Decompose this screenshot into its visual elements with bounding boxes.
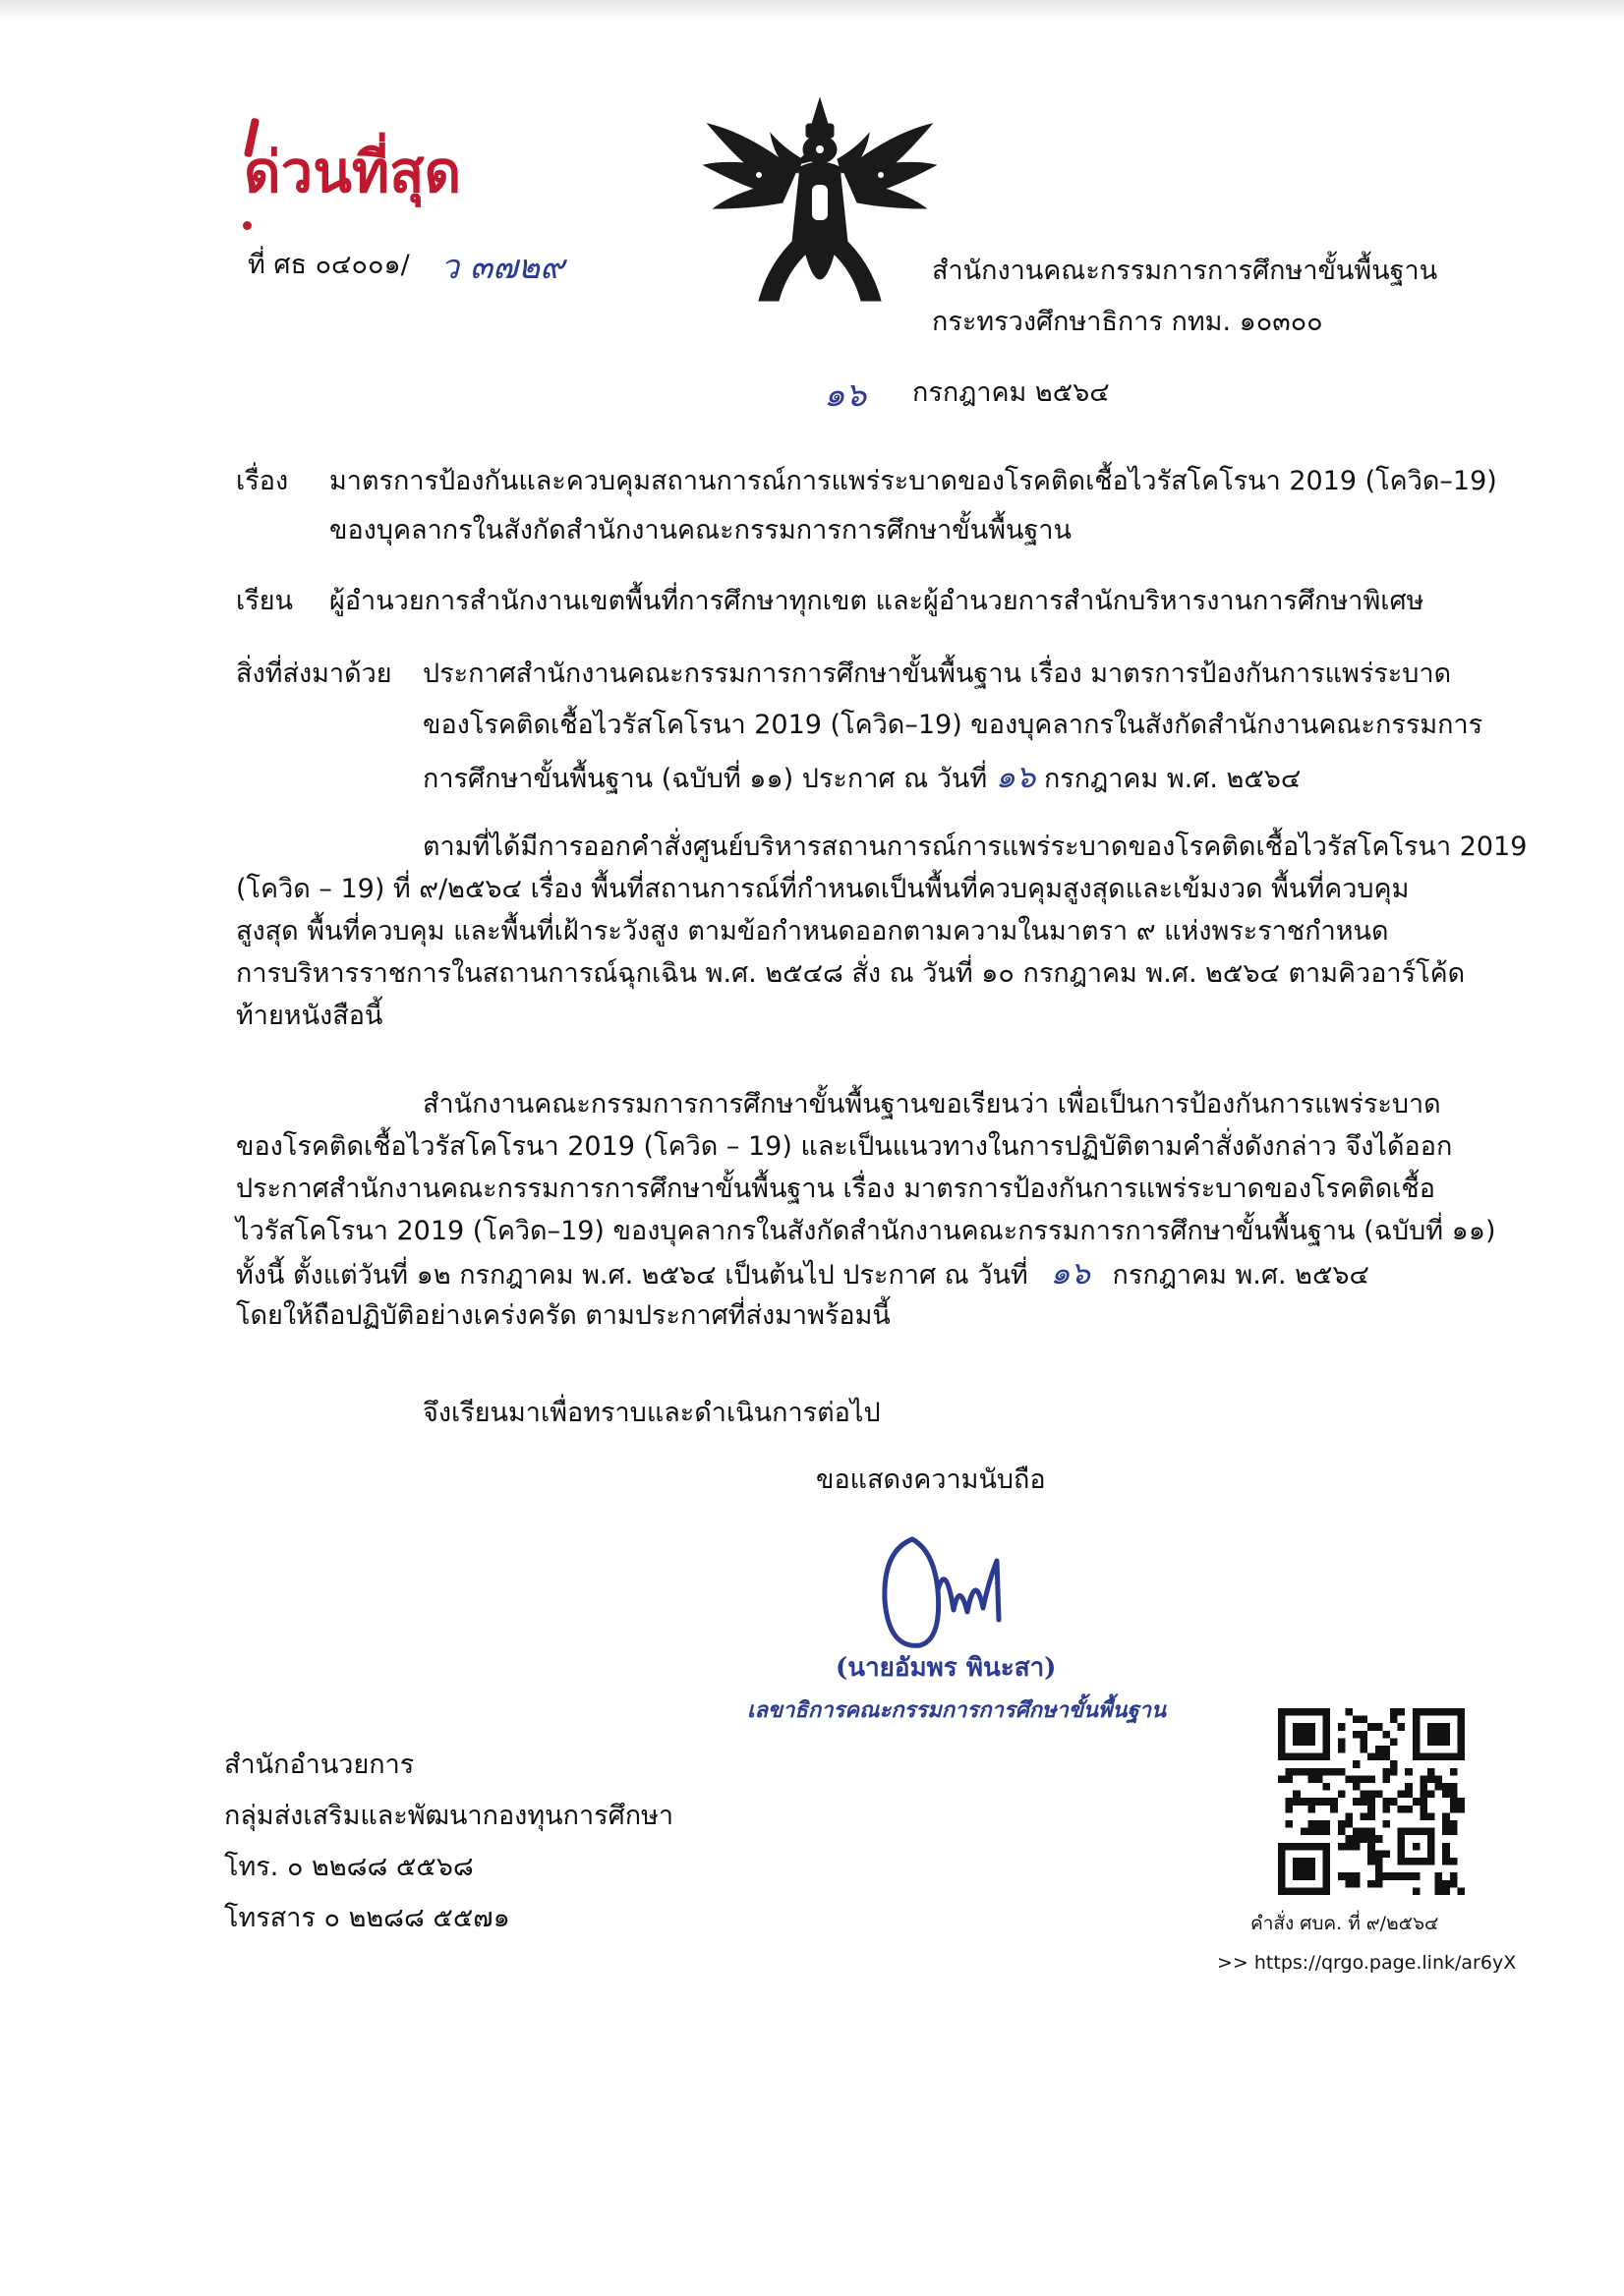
qr-module (1413, 1887, 1421, 1895)
addressee-label: เรียน (236, 586, 294, 616)
qr-module (1398, 1806, 1406, 1813)
qr-module (1405, 1791, 1413, 1799)
qr-module (1442, 1783, 1450, 1791)
enclosure-line-3-text: การศึกษาขั้นพื้นฐาน (ฉบับที่ ๑๑) ประกาศ ณ วันที่ (423, 764, 988, 794)
qr-module (1375, 1872, 1383, 1880)
qr-module (1420, 1783, 1427, 1791)
paragraph-line: สูงสุด พื้นที่ควบคุม และพื้นที่เฝ้าระวังสูง ตามข้อกำหนดออกตามความในมาตรา ๙ แห่งพระราชกำหนด (236, 916, 1389, 947)
qr-module (1367, 1858, 1375, 1866)
qr-module (1450, 1828, 1458, 1836)
qr-module (1457, 1798, 1465, 1806)
qr-module (1420, 1791, 1427, 1799)
qr-module (1375, 1866, 1383, 1873)
qr-module (1382, 1850, 1390, 1858)
qr-module (1367, 1835, 1375, 1843)
qr-module (1420, 1775, 1427, 1783)
qr-module (1361, 1828, 1368, 1836)
qr-module (1338, 1723, 1346, 1731)
qr-module (1286, 1806, 1294, 1813)
reference-number-handwritten: ว ๓๗๒๙ (440, 248, 565, 287)
qr-module (1450, 1872, 1458, 1880)
qr-module (1442, 1880, 1450, 1888)
qr-module (1390, 1798, 1398, 1806)
qr-module (1330, 1768, 1338, 1776)
qr-module (1338, 1843, 1346, 1851)
urgency-stamp: ด่วนที่สุด (244, 139, 462, 205)
qr-module (1353, 1798, 1361, 1806)
qr-module (1361, 1835, 1368, 1843)
qr-module (1301, 1768, 1308, 1776)
qr-module (1286, 1768, 1294, 1776)
qr-module (1457, 1887, 1465, 1895)
qr-module (1457, 1806, 1465, 1813)
qr-module (1450, 1798, 1458, 1806)
qr-module (1367, 1806, 1375, 1813)
qr-module (1338, 1872, 1346, 1880)
qr-module (1375, 1723, 1383, 1731)
scan-top-edge (0, 0, 1624, 22)
qr-module (1286, 1775, 1294, 1783)
qr-module (1405, 1768, 1413, 1776)
qr-module (1398, 1723, 1406, 1731)
paragraph-line: ตามที่ได้มีการออกคำสั่งศูนย์บริหารสถานการณ์การแพร่ระบาดของโรคติดเชื้อไวรัสโคโรนา 2019 (423, 832, 1528, 862)
paragraph-line: ประกาศสำนักงานคณะกรรมการการศึกษาขั้นพื้นฐาน เรื่อง มาตรการป้องกันการแพร่ระบาดของโรคติดเชื้อ (236, 1174, 1435, 1204)
qr-module (1442, 1887, 1450, 1895)
enclosure-line-2: ของโรคติดเชื้อไวรัสโคโรนา 2019 (โควิด–19) ของบุคลากรในสังกัดสำนักงานคณะกรรมการ (423, 710, 1483, 740)
qr-module (1353, 1731, 1361, 1739)
qr-module (1361, 1746, 1368, 1753)
qr-module (1405, 1872, 1413, 1880)
paragraph-line: ท้ายหนังสือนี้ (236, 1001, 383, 1031)
qr-module (1375, 1746, 1383, 1753)
qr-module (1338, 1791, 1346, 1799)
qr-module (1361, 1731, 1368, 1739)
qr-module (1323, 1783, 1331, 1791)
qr-module (1450, 1791, 1458, 1799)
qr-module (1345, 1775, 1353, 1783)
qr-module (1338, 1828, 1346, 1836)
contact-phone: โทร. ๐ ๒๒๘๘ ๕๕๖๘ (224, 1852, 474, 1882)
qr-module (1361, 1738, 1368, 1746)
qr-module (1293, 1768, 1301, 1776)
qr-module (1338, 1746, 1346, 1753)
qr-module (1315, 1768, 1323, 1776)
qr-module (1375, 1850, 1383, 1858)
signatory-title: เลขาธิการคณะกรรมการการศึกษาขั้นพื้นฐาน (747, 1697, 1166, 1723)
date-month-year: กรกฎาคม ๒๕๖๔ (912, 377, 1110, 408)
qr-module (1413, 1872, 1421, 1880)
qr-module (1367, 1798, 1375, 1806)
qr-module (1450, 1806, 1458, 1813)
qr-module (1382, 1753, 1390, 1761)
contact-group: กลุ่มส่งเสริมและพัฒนากองทุนการศึกษา (224, 1801, 674, 1831)
qr-module (1345, 1880, 1353, 1888)
paragraph-line: โดยให้ถือปฏิบัติอย่างเคร่งครัด ตามประกาศที่ส่งมาพร้อมนี้ (236, 1300, 891, 1331)
garuda-emblem-icon (700, 94, 940, 316)
qr-module (1345, 1843, 1353, 1851)
qr-module (1361, 1791, 1368, 1799)
qr-module (1353, 1775, 1361, 1783)
qr-module (1323, 1798, 1331, 1806)
qr-module (1301, 1798, 1308, 1806)
paragraph-line: (โควิด – 19) ที่ ๙/๒๕๖๔ เรื่อง พื้นที่สถานการณ์ที่กำหนดเป็นพื้นที่ควบคุมสูงสุดและเข้มงวด พื้นที่ควบคุม (236, 874, 1410, 904)
qr-module (1427, 1775, 1435, 1783)
qr-module (1367, 1880, 1375, 1888)
qr-module (1353, 1716, 1361, 1724)
qr-module (1450, 1768, 1458, 1776)
qr-module (1427, 1812, 1435, 1820)
qr-module (1345, 1872, 1353, 1880)
subject-label: เรื่อง (236, 466, 289, 496)
qr-module (1382, 1872, 1390, 1880)
paragraph-line: ไวรัสโคโรนา 2019 (โควิด–19) ของบุคลากรในสังกัดสำนักงานคณะกรรมการการศึกษาขั้นพื้นฐาน (ฉบับที่ ๑๑) (236, 1216, 1496, 1246)
qr-module (1345, 1708, 1353, 1716)
paragraph-line-text: ทั้งนี้ ตั้งแต่วันที่ ๑๒ กรกฎาคม พ.ศ. ๒๕๖๔ เป็นต้นไป ประกาศ ณ วันที่ (236, 1260, 1028, 1291)
qr-module (1353, 1760, 1361, 1768)
qr-module (1330, 1798, 1338, 1806)
qr-module (1450, 1858, 1458, 1866)
qr-module (1375, 1835, 1383, 1843)
qr-module (1338, 1820, 1346, 1828)
qr-module (1405, 1806, 1413, 1813)
stamp-dot (243, 221, 252, 230)
paragraph-line-dated (236, 1252, 1475, 1294)
qr-module (1375, 1791, 1383, 1799)
qr-module (1450, 1880, 1458, 1888)
enclosure-label: สิ่งที่ส่งมาด้วย (236, 659, 392, 689)
qr-module (1427, 1791, 1435, 1799)
qr-module (1367, 1850, 1375, 1858)
qr-module (1361, 1812, 1368, 1820)
qr-module (1390, 1760, 1398, 1768)
qr-module (1398, 1872, 1406, 1880)
qr-module (1435, 1775, 1443, 1783)
qr-code[interactable] (1278, 1708, 1465, 1895)
qr-module (1390, 1716, 1398, 1724)
qr-module (1353, 1843, 1361, 1851)
date-day-handwritten: ๑๖ (824, 375, 867, 415)
qr-module (1435, 1880, 1443, 1888)
paragraph-2 (236, 1083, 1496, 1337)
qr-module (1367, 1828, 1375, 1836)
qr-module (1278, 1775, 1286, 1783)
qr-module (1367, 1843, 1375, 1851)
qr-module (1390, 1872, 1398, 1880)
qr-module (1450, 1820, 1458, 1828)
qr-module (1442, 1820, 1450, 1828)
qr-module (1323, 1820, 1331, 1828)
qr-module (1442, 1858, 1450, 1866)
qr-module (1442, 1791, 1450, 1799)
qr-module (1330, 1806, 1338, 1813)
qr-module (1420, 1806, 1427, 1813)
qr-link[interactable]: >> https://qrgo.page.link/ar6yX (1217, 1952, 1517, 1974)
qr-module (1367, 1791, 1375, 1799)
qr-module (1315, 1775, 1323, 1783)
qr-module (1301, 1828, 1308, 1836)
enclosure-line-3 (423, 759, 1301, 797)
qr-module (1323, 1768, 1331, 1776)
qr-module (1413, 1798, 1421, 1806)
qr-module (1398, 1708, 1406, 1716)
qr-module (1382, 1731, 1390, 1739)
qr-module (1367, 1753, 1375, 1761)
paragraph-line-date: กรกฎาคม พ.ศ. ๒๕๖๔ (1112, 1260, 1369, 1291)
reference-number-printed: ที่ ศธ ๐๔๐๐๑/ (248, 250, 410, 280)
qr-module (1353, 1872, 1361, 1880)
closing-request: จึงเรียนมาเพื่อทราบและดำเนินการต่อไป (423, 1398, 881, 1428)
qr-module (1367, 1812, 1375, 1820)
subject-line-1: มาตรการป้องกันและควบคุมสถานการณ์การแพร่ระบาดของโรคติดเชื้อไวรัสโคโรนา 2019 (โควิด–19) (329, 466, 1497, 496)
paragraph-line: สำนักงานคณะกรรมการการศึกษาขั้นพื้นฐานขอเรียนว่า เพื่อเป็นการป้องกันการแพร่ระบาด (423, 1089, 1441, 1119)
qr-module (1390, 1738, 1398, 1746)
qr-module (1293, 1791, 1301, 1799)
qr-module (1375, 1753, 1383, 1761)
signatory-name: (นายอัมพร พินะสา) (836, 1653, 1057, 1683)
qr-module (1382, 1746, 1390, 1753)
qr-module (1353, 1835, 1361, 1843)
office-address: กระทรวงศึกษาธิการ กทม. ๑๐๓๐๐ (932, 307, 1323, 337)
qr-module (1390, 1768, 1398, 1776)
enclosure-line-3-date: กรกฎาคม พ.ศ. ๒๕๖๔ (1043, 764, 1302, 794)
qr-module (1353, 1828, 1361, 1836)
qr-module (1382, 1820, 1390, 1828)
qr-module (1345, 1820, 1353, 1828)
qr-module (1420, 1798, 1427, 1806)
office-name: สำนักงานคณะกรรมการการศึกษาขั้นพื้นฐาน (932, 256, 1438, 286)
qr-module (1367, 1775, 1375, 1783)
qr-module (1345, 1835, 1353, 1843)
enclosure-line-1: ประกาศสำนักงานคณะกรรมการการศึกษาขั้นพื้นฐาน เรื่อง มาตรการป้องกันการแพร่ระบาด (423, 659, 1452, 689)
qr-module (1435, 1783, 1443, 1791)
qr-module (1307, 1798, 1315, 1806)
qr-module (1367, 1723, 1375, 1731)
enclosure-day-handwritten: ๑๖ (995, 758, 1036, 795)
paragraph-line: การบริหารราชการในสถานการณ์ฉุกเฉิน พ.ศ. ๒๕๔๘ สั่ง ณ วันที่ ๑๐ กรกฎาคม พ.ศ. ๒๕๖๔ ตามคิวอาร์โค้ด (236, 958, 1466, 989)
contact-office: สำนักอำนวยการ (224, 1750, 415, 1780)
paragraph-1 (236, 826, 1528, 1037)
qr-module (1338, 1768, 1346, 1776)
qr-module (1435, 1872, 1443, 1880)
qr-module (1398, 1791, 1406, 1799)
qr-module (1442, 1812, 1450, 1820)
subject-line-2: ของบุคลากรในสังกัดสำนักงานคณะกรรมการการศึกษาขั้นพื้นฐาน (329, 515, 1072, 545)
qr-module (1293, 1798, 1301, 1806)
qr-module (1361, 1775, 1368, 1783)
qr-module (1286, 1820, 1294, 1828)
paragraph-line: ของโรคติดเชื้อไวรัสโคโรนา 2019 (โควิด – 19) และเป็นแนวทางในการปฏิบัติตามคำสั่งดังกล่าว จึงได้ออก (236, 1131, 1453, 1162)
qr-module (1435, 1887, 1443, 1895)
qr-module (1390, 1708, 1398, 1716)
paragraph-day-handwritten: ๑๖ (1050, 1254, 1090, 1292)
qr-module (1315, 1820, 1323, 1828)
qr-module (1420, 1812, 1427, 1820)
qr-module (1323, 1828, 1331, 1836)
qr-module (1382, 1798, 1390, 1806)
qr-module (1307, 1775, 1315, 1783)
qr-module (1307, 1806, 1315, 1813)
qr-module (1375, 1880, 1383, 1888)
qr-module (1442, 1850, 1450, 1858)
qr-module (1382, 1806, 1390, 1813)
qr-module (1307, 1820, 1315, 1828)
qr-module (1427, 1768, 1435, 1776)
qr-caption: คำสั่ง ศบค. ที่ ๙/๒๕๖๔ (1250, 1913, 1439, 1934)
qr-module (1315, 1828, 1323, 1836)
qr-module (1338, 1738, 1346, 1746)
qr-module (1315, 1798, 1323, 1806)
qr-module (1450, 1783, 1458, 1791)
addressee-text: ผู้อำนวยการสำนักงานเขตพื้นที่การศึกษาทุกเขต และผู้อำนวยการสำนักบริหารงานการศึกษาพิเศษ (329, 586, 1424, 616)
qr-module (1307, 1768, 1315, 1776)
qr-module (1375, 1858, 1383, 1866)
qr-module (1353, 1880, 1361, 1888)
qr-module (1307, 1828, 1315, 1836)
qr-module (1345, 1812, 1353, 1820)
qr-module (1405, 1783, 1413, 1791)
contact-fax: โทรสาร ๐ ๒๒๘๘ ๕๕๗๑ (224, 1903, 510, 1933)
closing-salutation: ขอแสดงความนับถือ (816, 1464, 1046, 1495)
qr-module (1286, 1798, 1294, 1806)
qr-module (1353, 1783, 1361, 1791)
qr-module (1361, 1798, 1368, 1806)
qr-module (1442, 1843, 1450, 1851)
qr-module (1382, 1775, 1390, 1783)
qr-module (1382, 1768, 1390, 1776)
qr-module (1442, 1828, 1450, 1836)
qr-module (1361, 1716, 1368, 1724)
